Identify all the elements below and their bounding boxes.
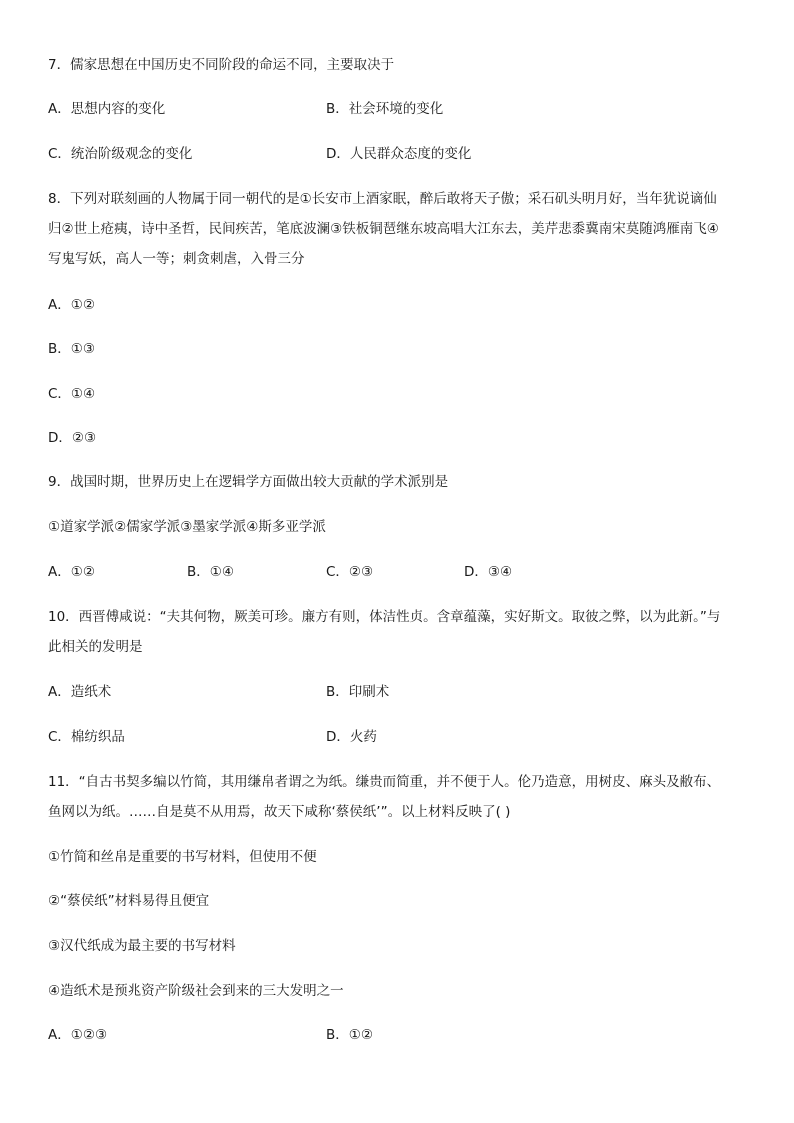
q9-items: ①道家学派②儒家学派③墨家学派④斯多亚学派 [48, 519, 326, 535]
q7-option-b: B．社会环境的变化 [326, 101, 444, 117]
q8-option-a: A．①② [48, 297, 95, 313]
q10-stem-line-1: 10．西晋傅咸说：“夫其何物，厥美可珍。廉方有则，体洁性贞。含章蕴藻，实好斯文。取彼之弊，以为此新。”与 [48, 609, 721, 625]
q8-stem-line-3: 写鬼写妖，高人一等；刺贪刺虐，入骨三分 [48, 251, 305, 267]
q9-stem: 9．战国时期，世界历史上在逻辑学方面做出较大贡献的学术派别是 [48, 474, 449, 490]
q11-stem-line-2: 鱼网以为纸。……自是莫不从用焉，故天下咸称‘蔡侯纸’”。以上材料反映了( ) [48, 804, 511, 820]
q7-stem: 7．儒家思想在中国历史不同阶段的命运不同，主要取决于 [48, 57, 395, 73]
q7-option-c: C．统治阶级观念的变化 [48, 146, 193, 162]
q8-option-d: D．②③ [48, 430, 97, 446]
q8-option-c: C．①④ [48, 386, 96, 402]
q11-item-3: ③汉代纸成为最主要的书写材料 [48, 938, 236, 954]
q10-option-a: A．造纸术 [48, 684, 112, 700]
q10-option-d: D．火药 [326, 729, 377, 745]
q8-stem-line-1: 8．下列对联刻画的人物属于同一朝代的是①长安市上酒家眠，醉后敢将天子傲；采石矶头明月好，当年犹说谪仙 [48, 191, 717, 207]
q11-item-1: ①竹简和丝帛是重要的书写材料，但使用不便 [48, 849, 317, 865]
q9-option-b: B．①④ [187, 564, 234, 580]
q10-option-c: C．棉纺织品 [48, 729, 125, 745]
q11-stem-line-1: 11．“自古书契多编以竹简，其用缣帛者谓之为纸。缣贵而简重，并不便于人。伦乃造意，用树皮、麻头及敝布、 [48, 774, 721, 790]
q9-option-d: D．③④ [464, 564, 513, 580]
q9-option-c: C．②③ [326, 564, 374, 580]
q8-option-b: B．①③ [48, 341, 95, 357]
q7-option-d: D．人民群众态度的变化 [326, 146, 472, 162]
q9-option-a: A．①② [48, 564, 95, 580]
q11-option-b: B．①② [326, 1027, 373, 1043]
q10-option-b: B．印刷术 [326, 684, 390, 700]
q10-stem-line-2: 此相关的发明是 [48, 639, 143, 655]
q7-option-a: A．思想内容的变化 [48, 101, 166, 117]
q11-option-a: A．①②③ [48, 1027, 108, 1043]
q8-stem-line-2: 归②世上疮痍，诗中圣哲，民间疾苦，笔底波澜③铁板铜琶继东坡高唱大江东去，美芹悲黍冀南宋莫随鸿雁南飞④ [48, 221, 719, 237]
q11-item-4: ④造纸术是预兆资产阶级社会到来的三大发明之一 [48, 983, 344, 999]
q11-item-2: ②“蔡侯纸”材料易得且便宜 [48, 893, 210, 909]
